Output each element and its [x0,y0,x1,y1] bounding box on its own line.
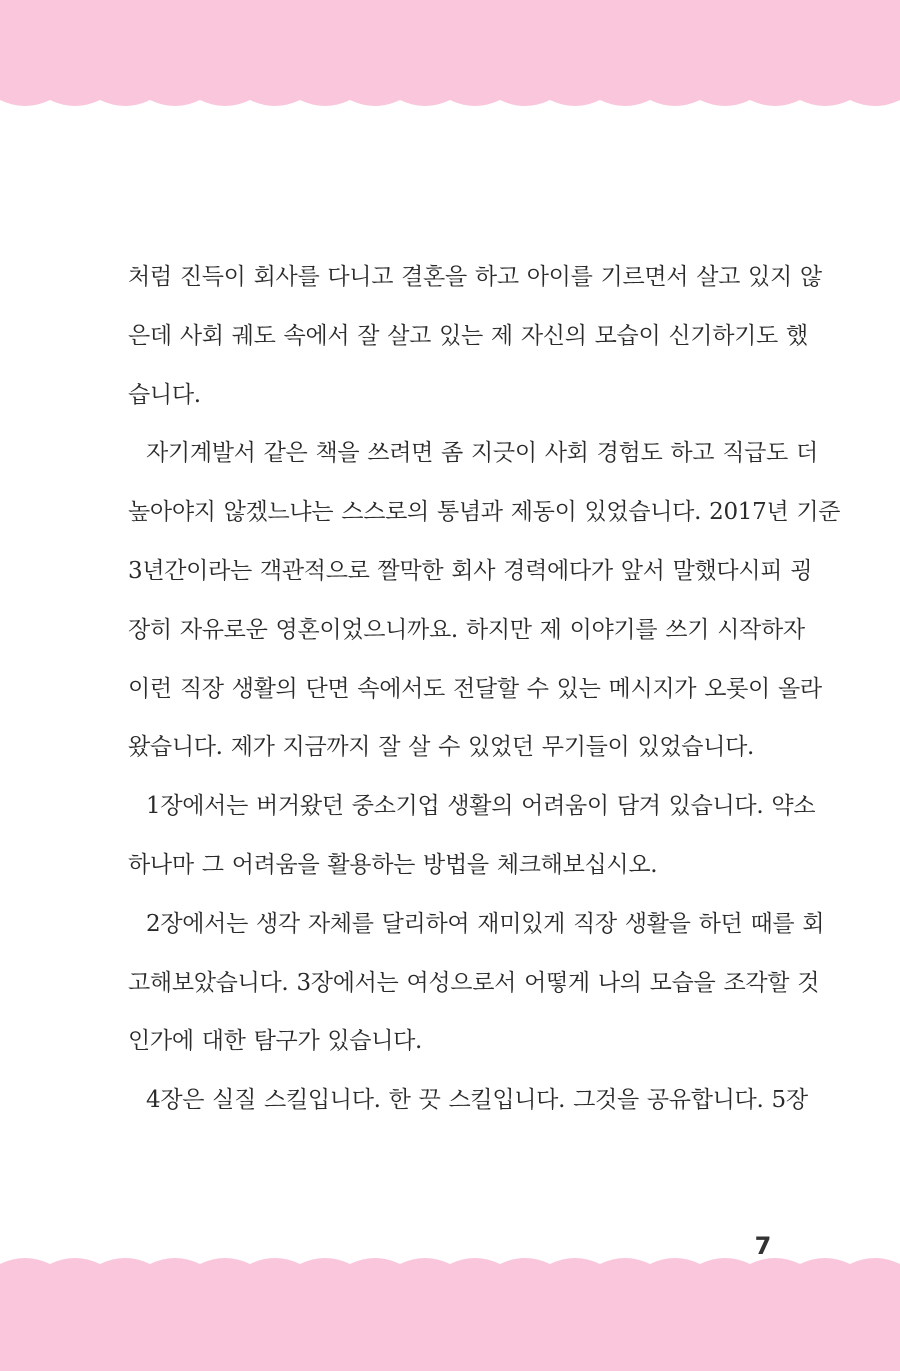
body-line: 인가에 대한 탐구가 있습니다. [128,1028,423,1055]
body-line: 은데 사회 궤도 속에서 잘 살고 있는 제 자신의 모습이 신기하기도 했 [128,322,808,349]
body-line: 자기계발서 같은 책을 쓰려면 좀 지긋이 사회 경험도 하고 직급도 더 [146,440,818,467]
page-number: 7 [754,1232,772,1260]
body-line: 습니다. [128,381,201,408]
bottom-pink-wavy-band [0,1240,900,1371]
body-line: 4장은 실질 스킬입니다. 한 끗 스킬입니다. 그것을 공유합니다. 5장 [146,1087,808,1114]
top-pink-wavy-band [0,0,900,120]
body-line: 장히 자유로운 영혼이었으니까요. 하지만 제 이야기를 쓰기 시작하자 [128,616,805,643]
body-line: 이런 직장 생활의 단면 속에서도 전달할 수 있는 메시지가 오롯이 올라 [128,675,822,702]
top-wave-shape [0,0,900,106]
body-line: 하나마 그 어려움을 활용하는 방법을 체크해보십시오. [128,851,658,878]
bottom-wave-shape [0,1258,900,1371]
body-line: 처럼 진득이 회사를 다니고 결혼을 하고 아이를 기르면서 살고 있지 않 [128,264,822,290]
body-line: 3년간이라는 객관적으로 짤막한 회사 경력에다가 앞서 말했다시피 굉 [128,557,813,584]
body-line: 2장에서는 생각 자체를 달리하여 재미있게 직장 생활을 하던 때를 회 [146,910,825,937]
page-body-text [128,248,841,1130]
body-line: 왔습니다. 제가 지금까지 잘 살 수 있었던 무기들이 있었습니다. [128,734,755,761]
body-line: 높아야지 않겠느냐는 스스로의 통념과 제동이 있었습니다. 2017년 기준 [128,499,841,526]
body-line: 1장에서는 버거왔던 중소기업 생활의 어려움이 담겨 있습니다. 약소 [146,793,816,820]
body-line: 고해보았습니다. 3장에서는 여성으로서 어떻게 나의 모습을 조각할 것 [128,969,820,996]
